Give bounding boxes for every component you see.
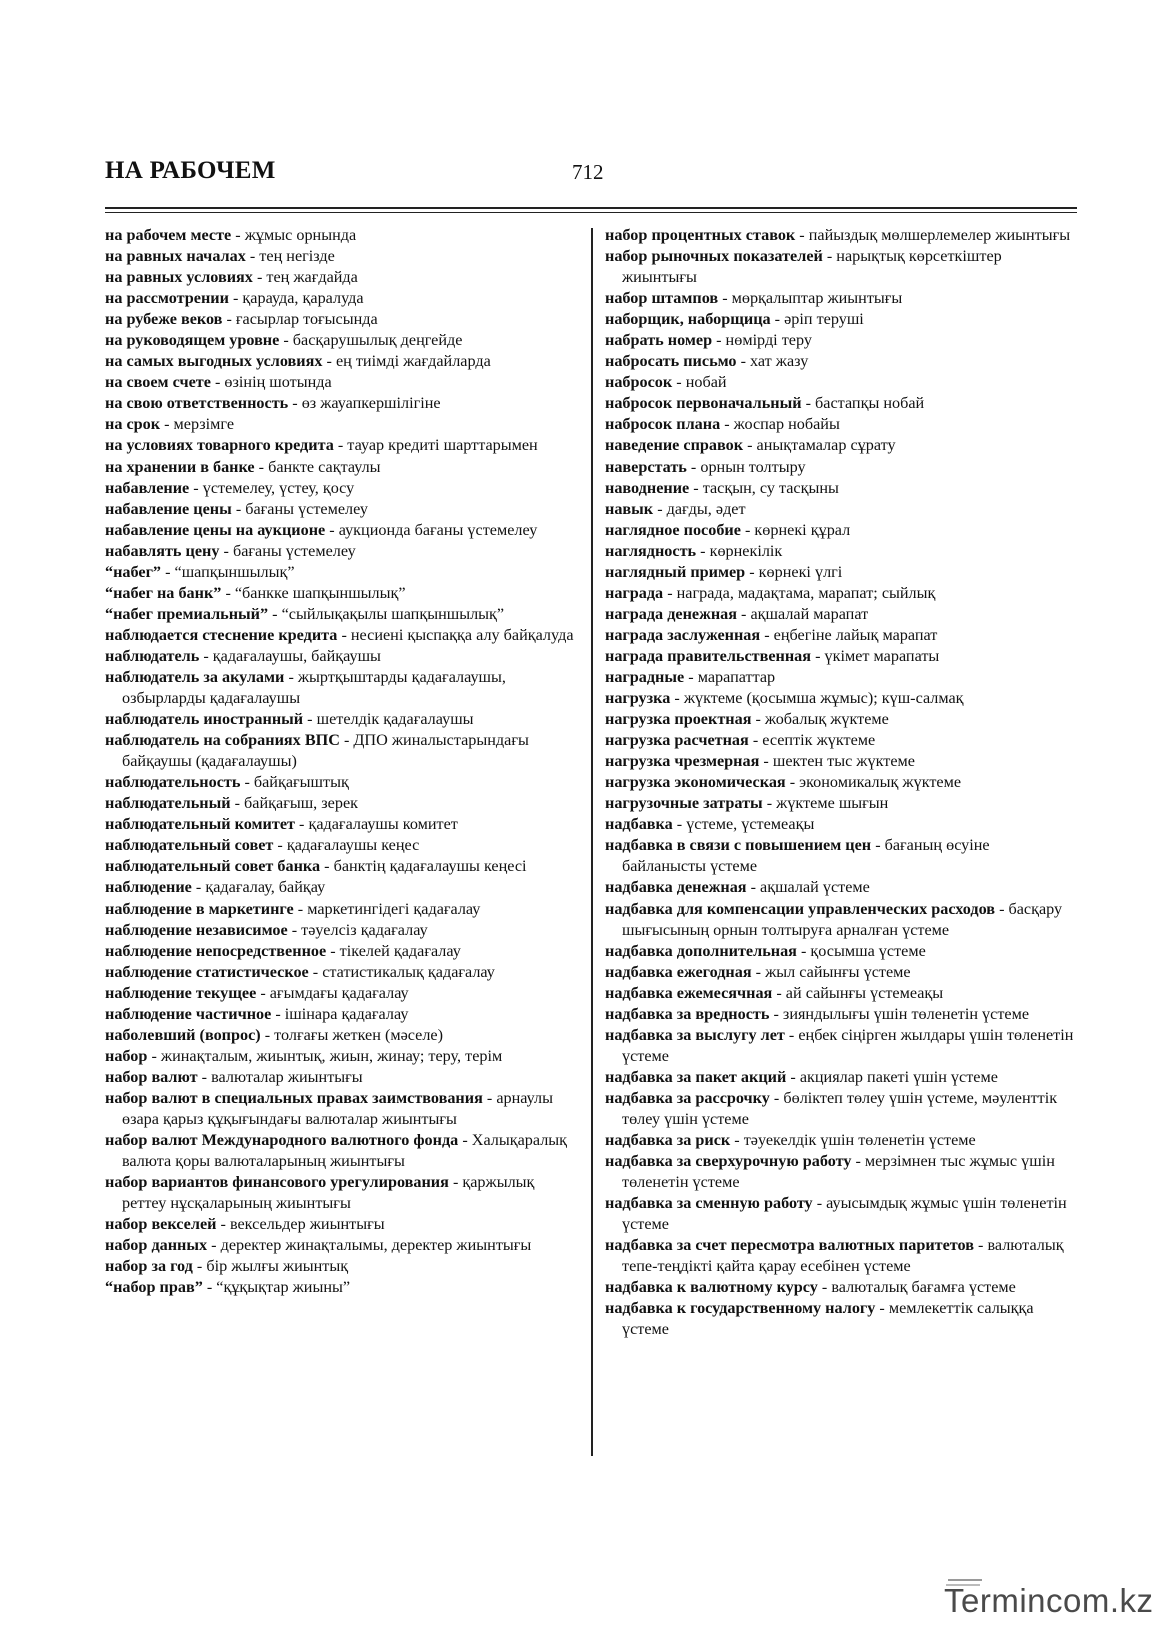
entry-definition: - жүктеме шығын	[762, 794, 889, 813]
entry-term: набор валют в специальных правах заимствования	[105, 1088, 483, 1107]
entry-definition: - тең негізде	[245, 247, 335, 266]
dictionary-entry	[605, 225, 1077, 246]
entry-term: надбавка денежная	[605, 878, 747, 897]
entry-definition: - “банкке шапқыншылық”	[221, 583, 406, 602]
dictionary-entry	[105, 814, 577, 835]
entry-definition: - үкімет марапаты	[811, 646, 940, 665]
entry-definition: - қадағалаушы кеңес	[273, 836, 420, 855]
page-number: 712	[572, 160, 604, 184]
entry-definition: - бір жылғы жиынтық	[192, 1257, 349, 1276]
entry-term: наболевший (вопрос)	[105, 1025, 261, 1044]
dictionary-entry	[605, 520, 1077, 541]
site-logo	[944, 1582, 1154, 1620]
entry-term: наблюдается стеснение кредита	[105, 625, 338, 644]
dictionary-entry	[105, 856, 577, 877]
entry-definition: - қаржылық реттеу нұсқаларының жиынтығы	[122, 1173, 535, 1213]
dictionary-entry	[105, 225, 577, 246]
entry-definition: - жыл сайынғы үстеме	[751, 962, 911, 981]
entry-definition: - ең тиімді жағдайларда	[322, 352, 491, 371]
left-column	[105, 225, 577, 1298]
dictionary-entry	[105, 562, 577, 583]
entry-definition: - бөліктеп төлеу үшін үстеме, мәуленттік төлеу үшін үстеме	[622, 1088, 1058, 1128]
dictionary-entry	[105, 288, 577, 309]
entry-definition: - еңбек сіңірген жылдары үшін төленетін үстеме	[622, 1025, 1074, 1065]
entry-term: набор штампов	[605, 289, 719, 308]
entry-term: наблюдение частичное	[105, 1004, 272, 1023]
entry-term: на свою ответственность	[105, 394, 289, 413]
entry-definition: - басқарушылық деңгейде	[279, 331, 463, 350]
dictionary-entry	[605, 877, 1077, 898]
dictionary-entry	[605, 1235, 1077, 1277]
entry-definition: - ДПО жиналыстарындағы байқаушы (қадағалаушы)	[122, 731, 529, 771]
entry-definition: - “шапқыншылық”	[161, 562, 295, 581]
entry-definition: - қосымша үстеме	[796, 941, 926, 960]
entry-definition: - шектен тыс жүктеме	[759, 752, 915, 771]
entry-term: набавлять цену	[105, 541, 220, 560]
dictionary-entry	[605, 1004, 1077, 1025]
entry-term: наглядное пособие	[605, 520, 741, 539]
dictionary-entry	[105, 457, 577, 478]
dictionary-entry	[605, 1025, 1077, 1067]
entry-term: набор валют	[105, 1067, 198, 1086]
entry-definition: - несиені қыспаққа алу байқалуда	[337, 625, 574, 644]
entry-definition: - ішінара қадағалау	[271, 1004, 409, 1023]
entry-term: наглядный пример	[605, 562, 746, 581]
entry-term: нагрузка проектная	[605, 710, 752, 729]
entry-term: наборщик, наборщица	[605, 310, 771, 329]
dictionary-entry	[105, 983, 577, 1004]
dictionary-entry	[605, 1277, 1077, 1298]
dictionary-entry	[105, 1130, 577, 1172]
column-divider	[591, 228, 593, 1456]
dictionary-entry	[105, 1256, 577, 1277]
entry-term: наблюдение независимое	[105, 920, 288, 939]
entry-definition: - тауар кредиті шарттарымен	[333, 436, 538, 455]
dictionary-entry	[605, 330, 1077, 351]
dictionary-entry	[105, 393, 577, 414]
entry-term: наблюдатель на собраниях ВПС	[105, 731, 340, 750]
entry-definition: - тәуекелдік үшін төленетін үстеме	[730, 1131, 976, 1150]
dictionary-entry	[105, 267, 577, 288]
entry-definition: - бағаның өсуіне байланысты үстеме	[622, 836, 990, 876]
entry-term: нагрузочные затраты	[605, 794, 763, 813]
entry-term: набор за год	[105, 1257, 193, 1276]
entry-term: наблюдательный	[105, 794, 231, 813]
entry-definition: - ақшалай марапат	[737, 604, 869, 623]
dictionary-entry	[605, 1067, 1077, 1088]
entry-definition: - қадағалаушы, байқаушы	[199, 646, 381, 665]
entry-definition: - зияндылығы үшін төленетін үстеме	[769, 1004, 1030, 1023]
dictionary-entry	[605, 435, 1077, 456]
entry-definition: - “құқықтар жиыны”	[202, 1278, 351, 1297]
dictionary-entry	[105, 625, 577, 646]
entry-term: на своем счете	[105, 373, 211, 392]
dictionary-entry	[605, 941, 1077, 962]
entry-definition: - статистикалық қадағалау	[308, 962, 495, 981]
entry-term: набрать номер	[605, 331, 713, 350]
dictionary-entry	[605, 1088, 1077, 1130]
entry-term: наблюдательный совет банка	[105, 857, 321, 876]
entry-term: наблюдение непосредственное	[105, 941, 327, 960]
entry-definition: - ақшалай үстеме	[746, 878, 870, 897]
dictionary-entry	[605, 1151, 1077, 1193]
entry-term: набор векселей	[105, 1215, 217, 1234]
dictionary-entry	[605, 793, 1077, 814]
entry-definition: - нөмірді теру	[712, 331, 812, 350]
entry-term: на самых выгодных условиях	[105, 352, 323, 371]
entry-term: набор данных	[105, 1236, 208, 1255]
dictionary-entry	[105, 330, 577, 351]
entry-term: “набег премиальный”	[105, 604, 269, 623]
entry-definition: - шетелдік қадағалаушы	[303, 710, 474, 729]
dictionary-entry	[105, 667, 577, 709]
dictionary-entry	[605, 730, 1077, 751]
entry-term: нагрузка экономическая	[605, 773, 786, 792]
dictionary-entry	[105, 499, 577, 520]
dictionary-entry	[605, 309, 1077, 330]
entry-definition: - валюталық бағамға үстеме	[817, 1278, 1016, 1297]
entry-definition: - экономикалық жүктеме	[785, 773, 962, 792]
dictionary-entry	[105, 835, 577, 856]
entry-term: награда	[605, 583, 664, 602]
dictionary-entry	[605, 562, 1077, 583]
dictionary-entry	[105, 414, 577, 435]
entry-term: на срок	[105, 415, 161, 434]
dictionary-entry	[605, 372, 1077, 393]
dictionary-entry	[105, 372, 577, 393]
entry-term: надбавка за риск	[605, 1131, 731, 1150]
dictionary-entry	[105, 709, 577, 730]
entry-definition: - жұмыс орнында	[231, 226, 357, 244]
entry-definition: - анықтамалар сұрату	[743, 436, 896, 455]
dictionary-entry	[105, 730, 577, 772]
entry-definition: - ғасырлар тоғысында	[222, 310, 378, 329]
entry-definition: - нарықтық көрсеткіштер жиынтығы	[622, 247, 1002, 287]
dictionary-entry	[605, 667, 1077, 688]
entry-definition: - банкте сақтаулы	[254, 457, 381, 476]
entry-term: нагрузка чрезмерная	[605, 752, 760, 771]
dictionary-entry	[605, 583, 1077, 604]
entry-definition: - байқағыш, зерек	[230, 794, 358, 813]
dictionary-entry	[605, 899, 1077, 941]
dictionary-entry	[605, 688, 1077, 709]
entry-definition: - тең жағдайда	[252, 268, 358, 287]
entry-term: надбавка в связи с повышением цен	[605, 836, 872, 855]
entry-definition: - бастапқы нобай	[801, 394, 925, 413]
dictionary-entry	[105, 583, 577, 604]
dictionary-entry	[605, 1298, 1077, 1340]
dictionary-entry	[105, 646, 577, 667]
dictionary-entry	[105, 1277, 577, 1298]
dictionary-entry	[605, 393, 1077, 414]
entry-term: наблюдатель	[105, 646, 200, 665]
watermark-text: Termincom.kz	[944, 1582, 1154, 1619]
entry-definition: - бағаны үстемелеу	[231, 499, 368, 518]
dictionary-entry	[605, 835, 1077, 877]
entry-definition: - нобай	[672, 373, 727, 392]
dictionary-entry	[105, 1172, 577, 1214]
entry-definition: - маркетингідегі қадағалау	[293, 899, 481, 918]
entry-term: на условиях товарного кредита	[105, 436, 334, 455]
entry-definition: - қадағалаушы комитет	[294, 815, 458, 834]
entry-definition: - үстемелеу, үстеу, қосу	[189, 478, 355, 497]
entry-definition: - мерзімге	[160, 415, 235, 434]
entry-term: набросок	[605, 373, 673, 392]
dictionary-entry	[105, 1046, 577, 1067]
dictionary-entry	[105, 309, 577, 330]
dictionary-entry	[105, 541, 577, 562]
entry-term: набросок плана	[605, 415, 721, 434]
entry-term: набросок первоначальный	[605, 394, 802, 413]
dictionary-entry	[105, 772, 577, 793]
entry-term: наблюдательность	[105, 773, 241, 792]
entry-definition: - аукционда бағаны үстемелеу	[325, 520, 538, 539]
entry-definition: - жыртқыштарды қадағалаушы, озбырларды қадағалаушы	[122, 667, 506, 708]
entry-term: награда заслуженная	[605, 625, 761, 644]
entry-definition: - орнын толтыру	[686, 457, 806, 476]
entry-term: надбавка дополнительная	[605, 941, 797, 960]
entry-term: надбавка за вредность	[605, 1004, 770, 1023]
entry-definition: - тәуелсіз қадағалау	[287, 920, 428, 939]
entry-definition: - хат жазу	[736, 352, 809, 371]
dictionary-entry	[605, 499, 1077, 520]
entry-term: наблюдение	[105, 878, 192, 897]
logo-mark-icon	[942, 1576, 988, 1622]
entry-definition: - жобалық жүктеме	[751, 710, 889, 729]
header-rule-thin	[105, 212, 1077, 213]
entry-term: набор	[105, 1046, 148, 1065]
entry-definition: - мемлекеттік салыққа үстеме	[622, 1299, 1034, 1339]
entry-term: “набег”	[105, 562, 162, 581]
entry-term: надбавка ежемесячная	[605, 983, 773, 1002]
entry-term: навык	[605, 499, 654, 518]
entry-term: надбавка ежегодная	[605, 962, 752, 981]
entry-term: наблюдательный комитет	[105, 815, 295, 834]
entry-definition: - ай сайынғы үстемеақы	[772, 983, 944, 1002]
entry-term: наверстать	[605, 457, 687, 476]
dictionary-entry	[105, 1088, 577, 1130]
entry-definition: - деректер жинақталымы, деректер жиынтығы	[207, 1236, 532, 1255]
entry-definition: - көрнекі құрал	[740, 520, 851, 539]
dictionary-entry	[605, 457, 1077, 478]
dictionary-entry	[105, 920, 577, 941]
entry-term: надбавка к государственному налогу	[605, 1299, 876, 1318]
dictionary-entry	[605, 288, 1077, 309]
entry-definition: - ағымдағы қадағалау	[256, 983, 409, 1002]
entry-definition: - дағды, әдет	[653, 499, 746, 518]
entry-term: надбавка за сменную работу	[605, 1194, 813, 1213]
dictionary-entry	[605, 709, 1077, 730]
entry-definition: - үстеме, үстемеақы	[672, 815, 815, 834]
entry-definition: - басқару шығысының орнын толтыруға арналған үстеме	[622, 899, 1063, 939]
entry-term: набавление	[105, 478, 190, 497]
dictionary-entry	[105, 1004, 577, 1025]
dictionary-entry	[605, 751, 1077, 772]
dictionary-entry	[605, 246, 1077, 288]
entry-term: наглядность	[605, 541, 697, 560]
entry-term: наблюдение в маркетинге	[105, 899, 294, 918]
entry-definition: - жинақталым, жиынтық, жиын, жинау; теру, терім	[147, 1046, 503, 1065]
entry-definition: - Халықаралық валюта қоры валюталарының жиынтығы	[122, 1131, 568, 1171]
entry-term: на равных условиях	[105, 268, 253, 287]
entry-term: надбавка	[605, 815, 673, 834]
entry-term: нагрузка расчетная	[605, 731, 749, 750]
dictionary-entry	[105, 877, 577, 898]
entry-term: набор процентных ставок	[605, 226, 796, 244]
dictionary-entry	[105, 478, 577, 499]
entry-definition: - қарауда, қаралуда	[228, 289, 364, 308]
entry-definition: - тасқын, су тасқыны	[689, 478, 839, 497]
entry-term: набросать письмо	[605, 352, 737, 371]
entry-definition: - мерзімнен тыс жұмыс үшін төленетін үстеме	[622, 1152, 1055, 1192]
entry-term: набор вариантов финансового урегулирования	[105, 1173, 449, 1192]
dictionary-entry	[105, 351, 577, 372]
entry-term: на рубеже веков	[105, 310, 223, 329]
entry-term: наблюдатель за акулами	[105, 667, 285, 686]
dictionary-entry	[605, 625, 1077, 646]
entry-term: надбавка за рассрочку	[605, 1088, 770, 1107]
entry-term: надбавка за счет пересмотра валютных паритетов	[605, 1236, 974, 1255]
dictionary-entry	[105, 520, 577, 541]
dictionary-entry	[605, 962, 1077, 983]
dictionary-entry	[105, 1214, 577, 1235]
dictionary-entry	[105, 941, 577, 962]
dictionary-entry	[105, 962, 577, 983]
dictionary-entry	[605, 1193, 1077, 1235]
dictionary-entry	[605, 772, 1077, 793]
entry-definition: - акциялар пакеті үшін үстеме	[786, 1067, 998, 1086]
entry-definition: - көрнекі үлгі	[745, 562, 843, 581]
entry-definition: - өз жауапкершілігіне	[288, 394, 441, 413]
dictionary-entry	[105, 1025, 577, 1046]
entry-definition: - мөрқалыптар жиынтығы	[718, 289, 903, 308]
dictionary-entry	[105, 1067, 577, 1088]
entry-term: набавление цены	[105, 499, 232, 518]
entry-term: наведение справок	[605, 436, 744, 455]
entry-term: на равных началах	[105, 247, 246, 266]
dictionary-entry	[605, 646, 1077, 667]
entry-term: набавление цены на аукционе	[105, 520, 326, 539]
dictionary-entry	[105, 604, 577, 625]
entry-term: наблюдатель иностранный	[105, 710, 304, 729]
entry-term: надбавка за выслугу лет	[605, 1025, 785, 1044]
entry-term: награда денежная	[605, 604, 737, 623]
entry-term: наградные	[605, 667, 685, 686]
header-rule-thick	[105, 207, 1077, 209]
dictionary-entry	[605, 541, 1077, 562]
entry-definition: - “сыйлықақылы шапқыншылық”	[268, 604, 505, 623]
entry-definition: - еңбегіне лайық марапат	[760, 625, 938, 644]
entry-term: наблюдение текущее	[105, 983, 257, 1002]
entry-definition: - ауысымдық жұмыс үшін төленетін үстеме	[622, 1194, 1067, 1234]
dictionary-entry	[105, 246, 577, 267]
entry-definition: - байқағыштық	[240, 773, 349, 792]
entry-term: на руководящем уровне	[105, 331, 280, 350]
dictionary-entry	[605, 1130, 1077, 1151]
entry-definition: - көрнекілік	[696, 541, 783, 560]
dictionary-entry	[105, 435, 577, 456]
entry-term: наблюдательный совет	[105, 836, 274, 855]
entry-term: наводнение	[605, 478, 690, 497]
dictionary-entry	[605, 983, 1077, 1004]
entry-definition: - жоспар нобайы	[720, 415, 840, 434]
dictionary-entry	[605, 478, 1077, 499]
entry-term: наблюдение статистическое	[105, 962, 309, 981]
entry-definition: - марапаттар	[684, 667, 776, 686]
entry-definition: - есептік жүктеме	[748, 731, 876, 750]
entry-definition: - бағаны үстемелеу	[219, 541, 356, 560]
dictionary-entry	[105, 1235, 577, 1256]
dictionary-entry	[105, 793, 577, 814]
entry-definition: - банктің қадағалаушы кеңесі	[320, 857, 527, 876]
dictionary-entry	[605, 351, 1077, 372]
entry-term: надбавка за пакет акций	[605, 1067, 787, 1086]
entry-definition: - награда, мадақтама, марапат; сыйлық	[663, 583, 936, 602]
dictionary-entry	[105, 899, 577, 920]
entry-definition: - тікелей қадағалау	[326, 941, 461, 960]
entry-definition: - әріп теруші	[770, 310, 864, 329]
entry-term: награда правительственная	[605, 646, 812, 665]
dictionary-entry	[605, 814, 1077, 835]
entry-term: надбавка к валютному курсу	[605, 1278, 818, 1297]
page-header-title: НА РАБОЧЕМ	[105, 157, 276, 184]
entry-definition: - толғағы жеткен (мәселе)	[260, 1025, 443, 1044]
entry-term: набор валют Международного валютного фонда	[105, 1131, 459, 1150]
entry-term: “набор прав”	[105, 1278, 203, 1297]
right-column	[605, 225, 1077, 1340]
entry-definition: - валюталар жиынтығы	[197, 1067, 363, 1086]
entry-term: “набег на банк”	[105, 583, 222, 602]
entry-term: надбавка за сверхурочную работу	[605, 1152, 852, 1171]
entry-definition: - вексельдер жиынтығы	[216, 1215, 385, 1234]
entry-definition: - арнаулы өзара қарыз құқығындағы валюталар жиынтығы	[122, 1088, 553, 1128]
entry-term: на хранении в банке	[105, 457, 255, 476]
entry-term: на рассмотрении	[105, 289, 229, 308]
entry-definition: - пайыздық мөлшерлемелер жиынтығы	[795, 226, 1071, 244]
entry-definition: - қадағалау, байқау	[191, 878, 326, 897]
entry-term: надбавка для компенсации управленческих расходов	[605, 899, 996, 918]
entry-definition: - өзінің шотында	[210, 373, 332, 392]
dictionary-entry	[605, 604, 1077, 625]
entry-term: на рабочем месте	[105, 226, 232, 244]
entry-term: набор рыночных показателей	[605, 247, 823, 266]
entry-term: нагрузка	[605, 689, 671, 708]
entry-definition: - жүктеме (қосымша жұмыс); күш-салмақ	[670, 689, 964, 708]
entry-definition: - валюталық тепе-теңдікті қайта қарау есебінен үстеме	[622, 1236, 1064, 1276]
dictionary-entry	[605, 414, 1077, 435]
